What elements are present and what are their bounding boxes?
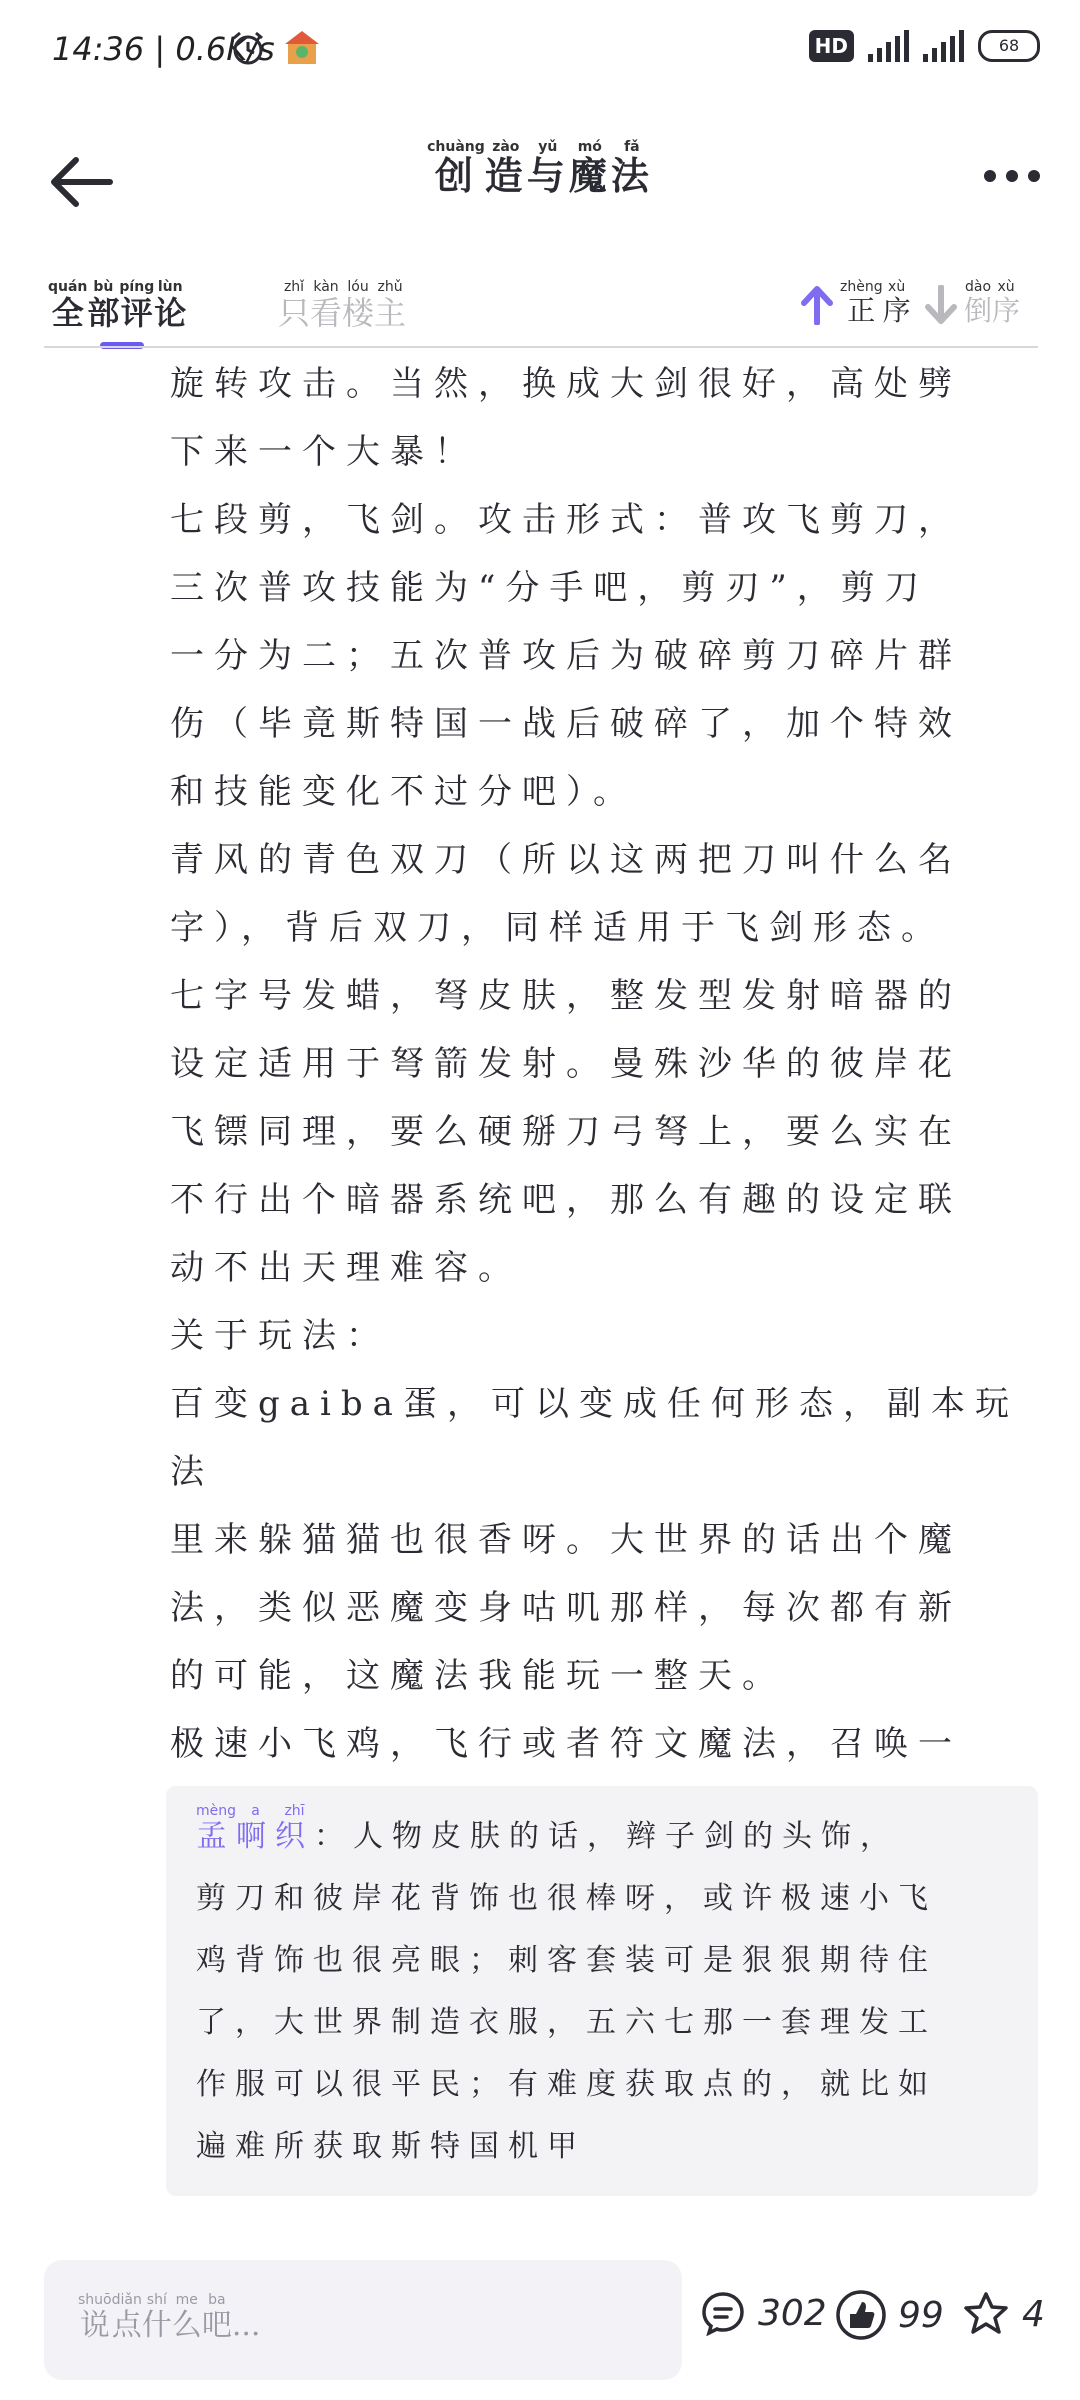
comment-line: 不行出个暗器系统吧，那么有趣的设定联 [170,1180,962,1220]
comment-line: 里来躲猫猫也很香呀。大世界的话出个魔 [170,1520,962,1560]
reply-text: 剪刀和彼岸花背饰也很棒呀，或许极速小飞 [196,1881,937,1916]
reply-text: 了，大世界制造衣服，五六七那一套理发工 [196,2005,937,2040]
comment-count-button[interactable] [700,2290,827,2336]
status-icons-right [809,30,1040,62]
page-title-char: 创chuàng [427,139,485,198]
sort-asc-char: 序xù [882,279,911,327]
favorite-button[interactable] [962,2290,1045,2338]
more-dot-icon [984,170,996,182]
sort-desc-char: 序xù [992,279,1021,327]
reply-line [196,1868,1008,1930]
filter-bar [0,270,1080,350]
comment-line: 和技能变化不过分吧）。 [170,772,637,812]
status-bar [0,0,1080,100]
comment-line: 关于玩法： [170,1316,390,1356]
sort-desc-char: 倒dào [964,279,993,327]
comment-line: 七段剪，飞剑。攻击形式：普攻飞剪刀， [170,500,962,540]
comment-line: 法，类似恶魔变身咕叽那样，每次都有新 [170,1588,962,1628]
comment-line: 动不出天理难容。 [170,1248,522,1288]
page-title-char: 魔mó [568,139,611,198]
placeholder-char: 点diǎn [111,2292,142,2343]
sort-asc-char: 正zhèng [840,279,883,327]
signal-5g-icon [868,30,909,62]
reply-line [196,1992,1008,2054]
comment-line: 旋转攻击。当然，换成大剑很好，高处劈 [170,364,962,404]
star-icon [962,2290,1010,2338]
sort-descending-label [964,280,1020,329]
tab-owner-char: 看kàn [310,279,343,332]
tab-all-char: 全quán [48,279,88,332]
placeholder-char: 吧ba [201,2292,232,2343]
reply-text: 遍难所获取斯特国机甲 [196,2129,586,2164]
home-app-icon [282,28,322,68]
tab-all-char: 评píng [119,279,155,332]
arrow-down-icon [924,285,958,325]
comment-line: 伤（毕竟斯特国一战后破碎了，加个特效 [170,704,962,744]
reply-box[interactable] [166,1786,1038,2196]
arrow-up-icon [800,285,834,325]
tab-owner-only[interactable] [278,280,406,334]
tab-all-comments[interactable] [48,280,186,334]
tab-owner-char: 只zhǐ [278,279,311,332]
comment-body [170,350,1040,1770]
page-title-char: 造zào [484,139,527,198]
signal-4g-icon [923,30,964,62]
tab-owner-char: 主zhǔ [374,279,407,332]
page-title [0,140,1080,200]
page-title-char: 与yǔ [526,139,569,198]
filter-divider [44,346,1038,348]
reply-text: ：人物皮肤的话，辫子剑的头饰， [314,1819,899,1854]
like-button[interactable] [836,2290,944,2340]
reply-user-char: 织zhī [275,1803,314,1854]
favorite-count: 4 [1022,2293,1045,2335]
thumbs-up-icon [836,2290,886,2340]
page-title-char: 法fǎ [610,139,653,198]
tab-all-char: 论lùn [154,279,187,332]
status-time: 14:36 | 0.6K/s [52,30,275,68]
tab-owner-char: 楼lóu [342,279,375,332]
reply-line [196,2054,1008,2116]
placeholder-char: 什shí [141,2292,172,2343]
comment-line: 字），背后双刀，同样适用于飞剑形态。 [170,908,945,948]
comment-count: 302 [758,2292,827,2334]
more-dot-icon [1028,170,1040,182]
reply-username[interactable] [196,1803,314,1854]
sort-ascending-button[interactable] [800,280,911,329]
comment-input[interactable] [44,2260,682,2380]
comment-line: 下来一个大暴！ [170,432,478,472]
sort-descending-button[interactable] [924,280,1020,329]
reply-line [196,1804,1008,1868]
battery-icon: 68 [978,30,1040,62]
comment-line: 百变gaiba蛋，可以变成任何形态，副本玩法 [170,1384,1019,1492]
reply-text: 作服可以很平民；有难度获取点的，就比如 [196,2067,937,2102]
reply-text: 鸡背饰也很亮眼；刺客套装可是狠狠期待住 [196,1943,937,1978]
bottom-bar [0,2250,1080,2400]
hd-badge: HD [809,30,854,62]
comment-line: 的可能，这魔法我能玩一整天。 [170,1656,786,1696]
comment-line: 七字号发蜡，弩皮肤，整发型发射暗器的 [170,976,962,1016]
top-bar [0,130,1080,230]
more-dot-icon [1006,170,1018,182]
reply-line [196,1930,1008,1992]
reply-user-char: 啊a [236,1803,275,1854]
comment-line: 设定适用于弩箭发射。曼殊沙华的彼岸花 [170,1044,962,1084]
status-icons-left [228,28,322,68]
comment-line: 青风的青色双刀（所以这两把刀叫什么名 [170,840,962,880]
reply-user-char: 孟mèng [196,1803,237,1854]
comment-input-placeholder: 说shuō点diǎn什shí么me吧ba... [78,2292,261,2343]
alarm-icon [228,28,268,68]
sort-ascending-label [840,280,911,329]
like-count: 99 [898,2294,944,2336]
comment-bubble-icon [700,2290,746,2336]
placeholder-char: 说shuō [78,2292,112,2343]
reply-line [196,2116,1008,2178]
placeholder-char: 么me [171,2292,202,2343]
comment-line: 三次普攻技能为“分手吧，剪刃”，剪刀 [170,568,929,608]
comment-line: 一分为二；五次普攻后为破碎剪刀碎片群 [170,636,962,676]
comment-line: 极速小飞鸡，飞行或者符文魔法，召唤一 [170,1724,962,1764]
more-button[interactable] [984,170,1040,182]
comment-line: 飞镖同理，要么硬掰刀弓弩上，要么实在 [170,1112,962,1152]
tab-all-char: 部bù [87,279,120,332]
